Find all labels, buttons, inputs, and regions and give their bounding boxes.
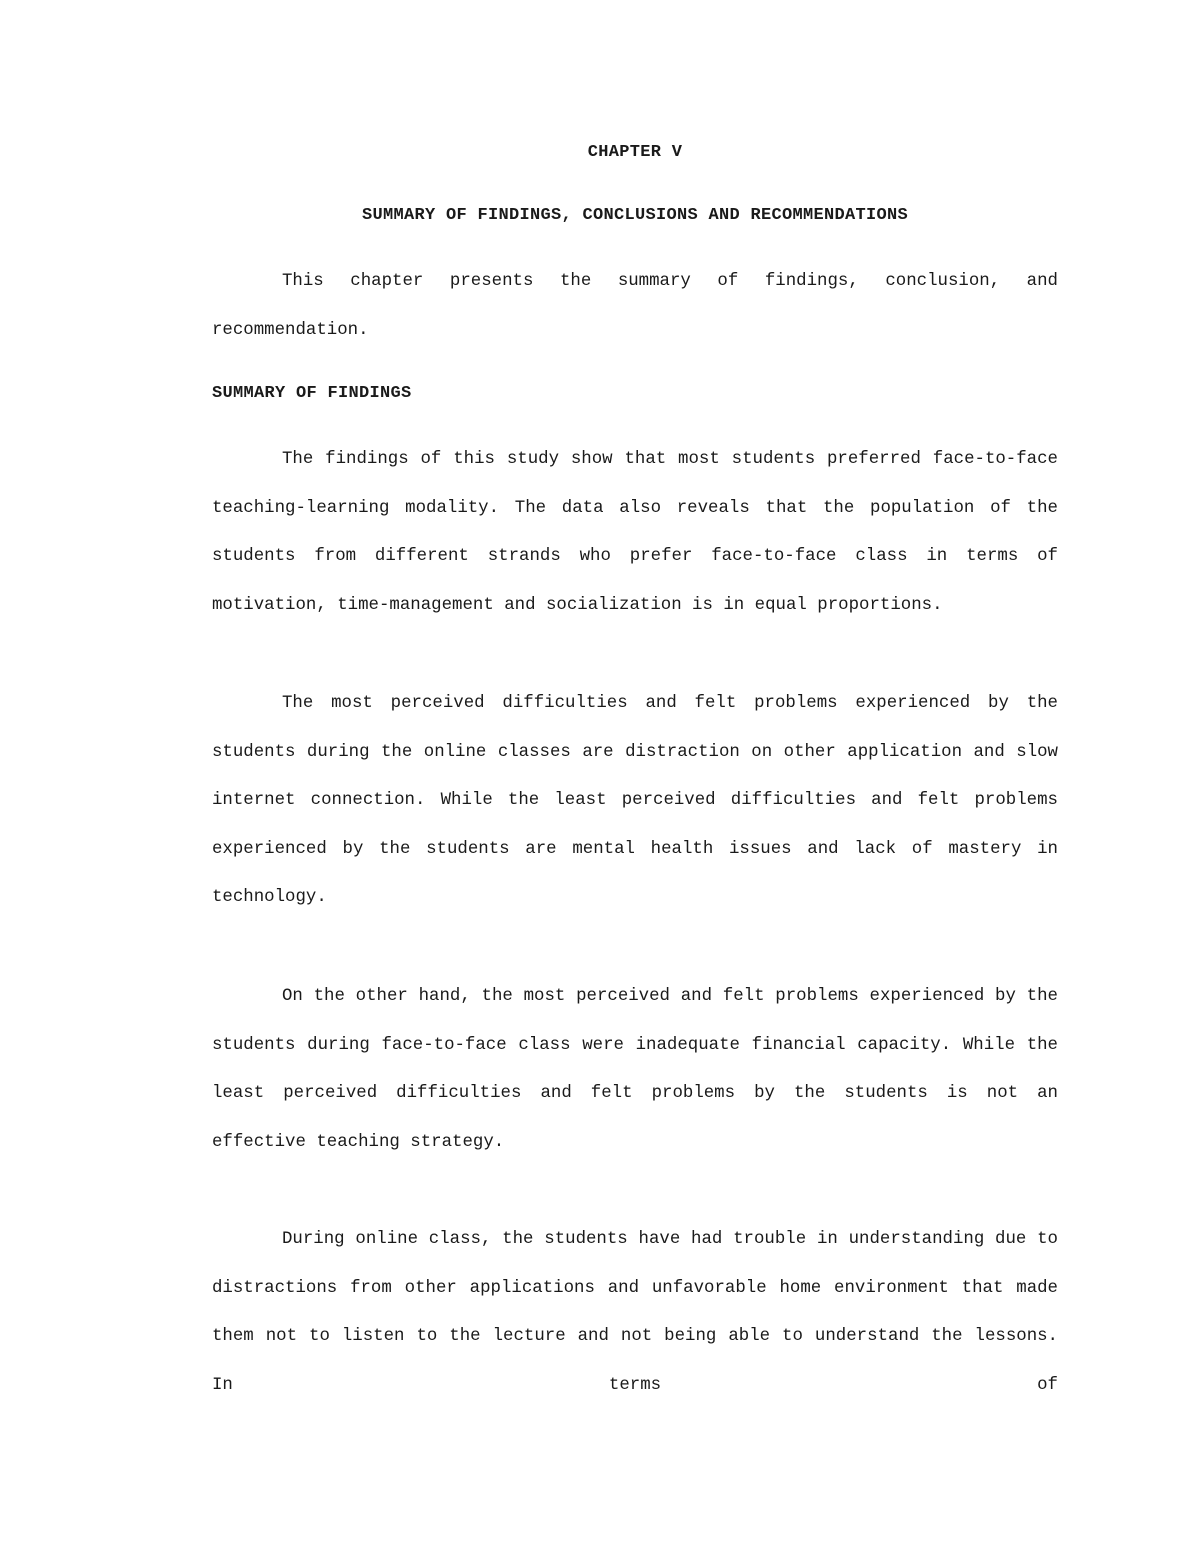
section-heading: SUMMARY OF FINDINGS [212,384,412,403]
paragraph: The most perceived difficulties and felt problems experienced by the students during the online classes are distraction on other application and slow internet connection. While the least perceived difficulties and felt problems experienced by the students are mental health issues and lack of mastery in technology. [212,694,1058,908]
paragraph: The findings of this study show that most students preferred face-to-face teaching-learning modality. The data also reveals that the population of the students from different strands who prefer face-to-face class in terms of motivation, time-management and socialization is in equal proportions. [212,450,1058,615]
intro-paragraph: This chapter presents the summary of findings, conclusion, and recommendation. [212,272,1058,340]
paragraph: On the other hand, the most perceived and felt problems experienced by the students during face-to-face class were inadequate financial capacity. While the least perceived difficulties and felt problems by the students is not an effective teaching strategy. [212,987,1058,1152]
chapter-label: CHAPTER V [587,143,683,162]
chapter-title: SUMMARY OF FINDINGS, CONCLUSIONS AND RECOMMENDATIONS [361,206,909,225]
paragraph: During online class, the students have had trouble in understanding due to distractions from other applications and unfavorable home environment that made them not to listen to the lecture and not being able to understand the lessons. In terms of [212,1230,1058,1395]
